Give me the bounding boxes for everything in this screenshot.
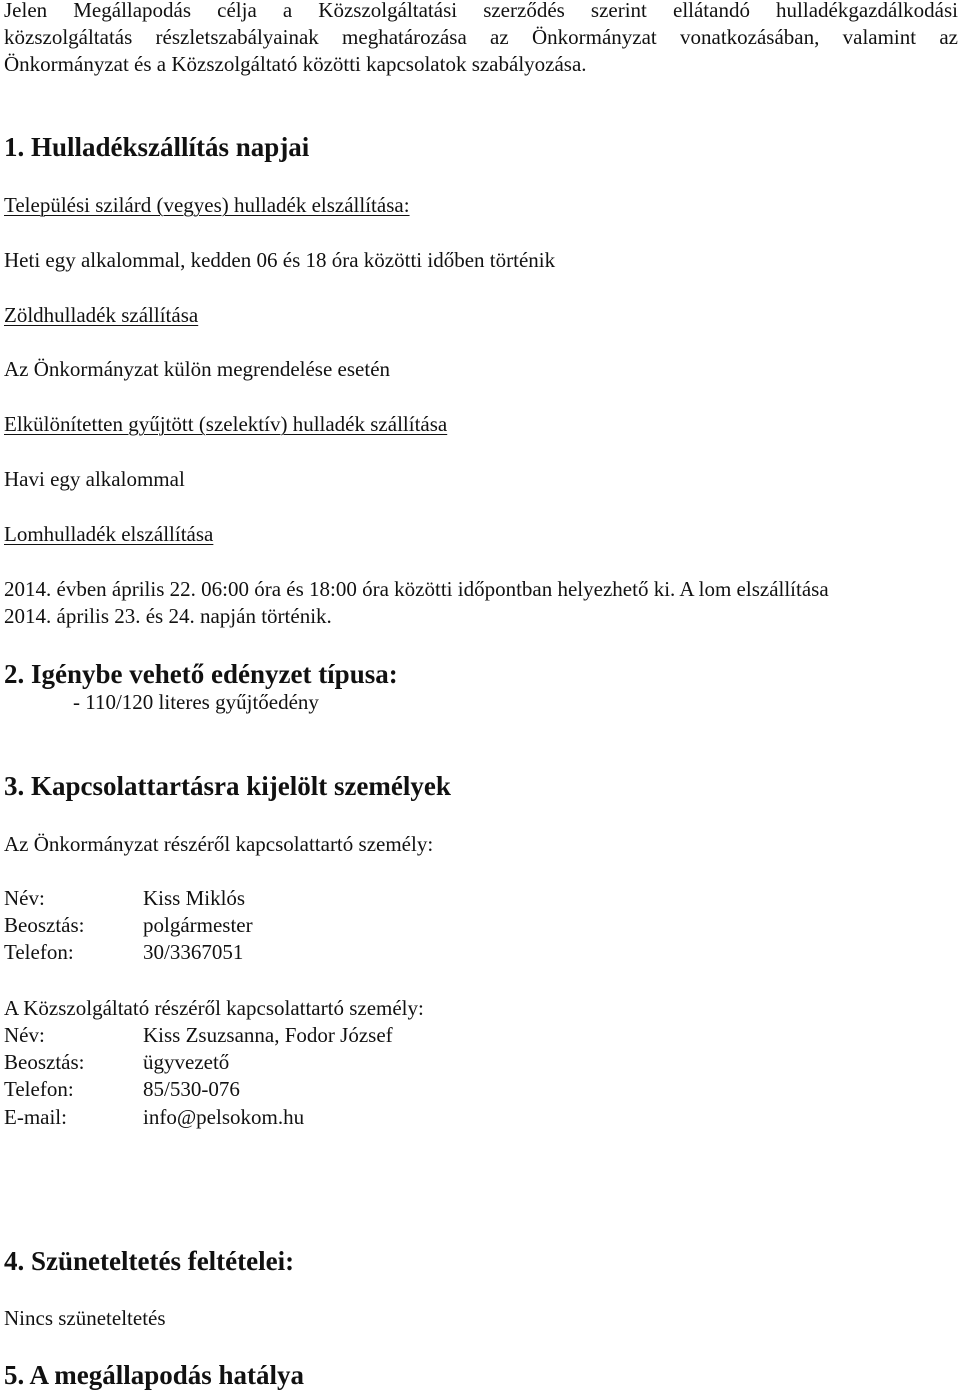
contact-row [4,1049,229,1076]
contact-label: Név: [4,1023,45,1047]
contact-row [4,1076,240,1103]
contact-row [4,1104,304,1131]
contact-label: Telefon: [4,940,74,964]
contact-value: 30/3367051 [143,940,244,964]
contact-label: Beosztás: [4,913,85,937]
contact-value: Kiss Miklós [143,886,246,910]
intro-line: Önkormányzat és a Közszolgáltató közötti kapcsolatok szabályozása. [4,52,587,76]
contact-row [4,912,253,939]
contact-label: E-mail: [4,1105,67,1129]
section-3-title: 3. Kapcsolattartásra kijelölt személyek [4,771,451,801]
contact-row [4,885,245,912]
provider-contact-heading: A Közszolgáltató részéről kapcsolattartó személy: [4,996,424,1020]
municipality-contact-heading: Az Önkormányzat részéről kapcsolattartó személy: [4,832,434,856]
contact-value: Kiss Zsuzsanna, Fodor József [143,1023,393,1047]
intro-line: Jelen Megállapodás célja a Közszolgáltatási szerződés szerint ellátandó hulladékgazdálkodási [4,0,958,22]
intro-line: közszolgáltatás részletszabályainak meghatározása az Önkormányzat vonatkozásában, valamint az [4,25,958,49]
contact-label: Beosztás: [4,1050,85,1074]
mixed-waste-heading: Települési szilárd (vegyes) hulladék elszállítása: [4,193,410,217]
intro-paragraph [4,0,958,78]
contact-row [4,939,243,966]
selective-waste-heading: Elkülönítetten gyűjtött (szelektív) hulladék szállítása [4,412,448,436]
section-1-title: 1. Hulladékszállítás napjai [4,132,310,162]
bulky-waste-text-line: 2014. évben április 22. 06:00 óra és 18:00 óra közötti időpontban helyezhető ki. A lom elszállítása [4,577,829,601]
mixed-waste-text: Heti egy alkalommal, kedden 06 és 18 óra közötti időben történik [4,248,556,272]
contact-label: Telefon: [4,1077,74,1101]
green-waste-text: Az Önkormányzat külön megrendelése esetén [4,357,391,381]
contact-value: 85/530-076 [143,1077,240,1101]
contact-value: polgármester [143,913,253,937]
contact-value: ügyvezető [143,1050,230,1074]
section-5-title: 5. A megállapodás hatálya [4,1360,305,1390]
bulky-waste-heading: Lomhulladék elszállítása [4,522,214,546]
email-link[interactable]: info@pelsokom.hu [143,1105,305,1129]
selective-waste-text: Havi egy alkalommal [4,467,185,491]
bulky-waste-text-line: 2014. április 23. és 24. napján történik. [4,604,332,628]
container-type-item: - 110/120 literes gyűjtőedény [73,690,319,714]
section-2-title: 2. Igénybe vehető edényzet típusa: [4,659,398,689]
section-4-title: 4. Szüneteltetés feltételei: [4,1246,295,1276]
contact-row [4,1022,393,1049]
contact-label: Név: [4,886,45,910]
suspension-text: Nincs szüneteltetés [4,1306,166,1330]
green-waste-heading: Zöldhulladék szállítása [4,303,199,327]
